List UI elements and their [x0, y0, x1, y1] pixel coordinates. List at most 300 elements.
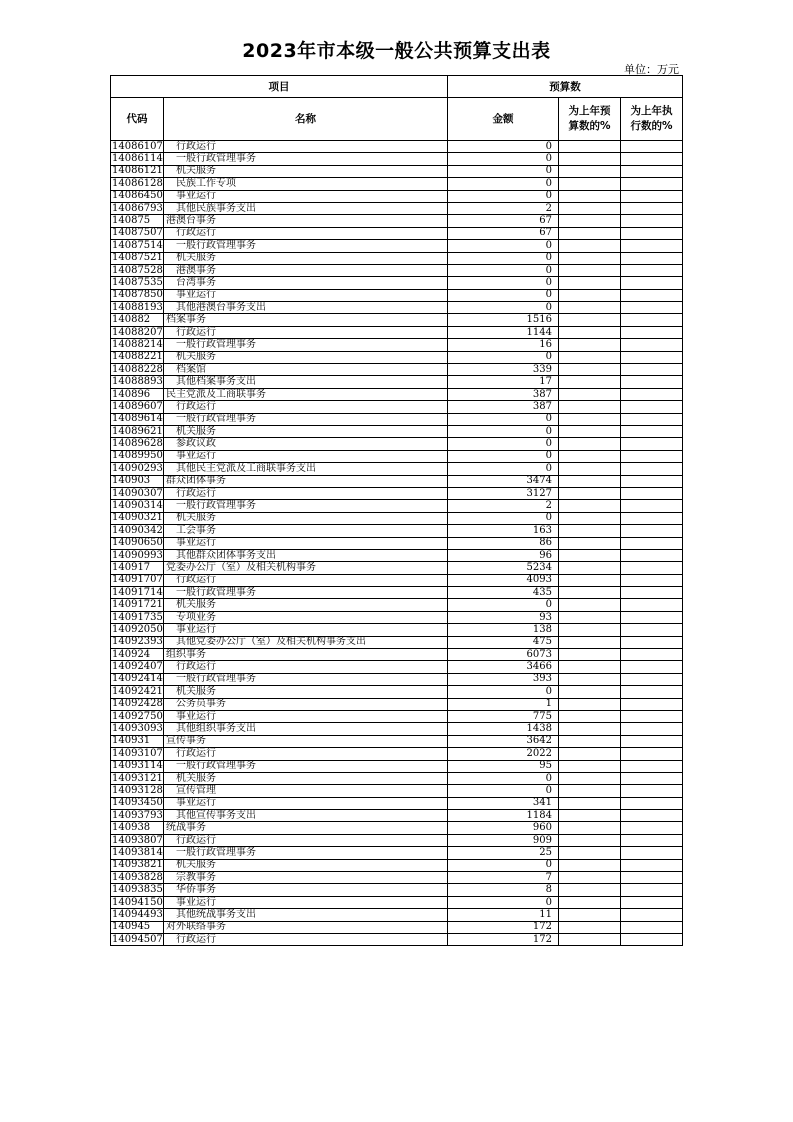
cell-amount: 1 — [448, 698, 559, 710]
cell-amount: 0 — [448, 190, 559, 202]
cell-pct-prev-budget — [559, 549, 621, 561]
cell-code: 140875 — [111, 215, 164, 227]
table-row — [111, 227, 683, 239]
cell-pct-prev-exec — [621, 909, 683, 921]
table-row — [111, 760, 683, 772]
table-row — [111, 921, 683, 933]
cell-pct-prev-exec — [621, 190, 683, 202]
cell-amount: 3127 — [448, 487, 559, 499]
cell-pct-prev-budget — [559, 141, 621, 153]
table-row — [111, 611, 683, 623]
cell-amount: 86 — [448, 537, 559, 549]
cell-code: 14090650 — [112, 537, 163, 549]
cell-pct-prev-budget — [559, 512, 621, 524]
cell-amount: 7 — [448, 872, 559, 884]
cell-pct-prev-exec — [621, 686, 683, 698]
cell-name: 档案馆 — [164, 364, 448, 376]
cell-pct-prev-budget — [559, 525, 621, 537]
cell-pct-prev-budget — [559, 450, 621, 462]
cell-amount: 138 — [448, 624, 559, 636]
cell-name: 事业运行 — [164, 797, 448, 809]
cell-pct-prev-exec — [621, 326, 683, 338]
cell-pct-prev-budget — [559, 227, 621, 239]
cell-amount: 2 — [448, 500, 559, 512]
cell-pct-prev-budget — [559, 202, 621, 214]
cell-pct-prev-budget — [559, 735, 621, 747]
table-row — [111, 624, 683, 636]
cell-name: 对外联络事务 — [164, 921, 448, 933]
cell-code: 14090307 — [112, 487, 163, 499]
table-row — [111, 463, 683, 475]
cell-name: 行政运行 — [164, 574, 448, 586]
cell-pct-prev-budget — [559, 289, 621, 301]
cell-code: 14094150 — [112, 896, 163, 908]
cell-amount: 1438 — [448, 723, 559, 735]
cell-pct-prev-exec — [621, 934, 683, 946]
table-row — [111, 686, 683, 698]
cell-name: 党委办公厅（室）及相关机构事务 — [164, 562, 448, 574]
cell-pct-prev-exec — [621, 525, 683, 537]
cell-amount: 341 — [448, 797, 559, 809]
cell-amount: 0 — [448, 413, 559, 425]
cell-code: 14087535 — [112, 276, 163, 288]
cell-code: 14087514 — [112, 239, 163, 251]
table-row — [111, 723, 683, 735]
table-row — [111, 847, 683, 859]
table-row — [111, 240, 683, 252]
cell-pct-prev-budget — [559, 413, 621, 425]
cell-name: 台湾事务 — [164, 277, 448, 289]
cell-pct-prev-budget — [559, 822, 621, 834]
header-code: 代码 — [111, 98, 164, 141]
table-row — [111, 525, 683, 537]
cell-pct-prev-budget — [559, 748, 621, 760]
table-row — [111, 872, 683, 884]
cell-code: 14094507 — [112, 933, 163, 945]
cell-code: 14086793 — [112, 202, 163, 214]
cell-amount: 475 — [448, 636, 559, 648]
cell-amount: 0 — [448, 153, 559, 165]
cell-pct-prev-budget — [559, 624, 621, 636]
cell-code: 14089607 — [112, 400, 163, 412]
table-row — [111, 487, 683, 499]
table-row — [111, 339, 683, 351]
cell-pct-prev-exec — [621, 636, 683, 648]
cell-code: 14087521 — [112, 252, 163, 264]
cell-pct-prev-exec — [621, 710, 683, 722]
cell-amount: 1184 — [448, 810, 559, 822]
cell-pct-prev-exec — [621, 723, 683, 735]
header-pct-prev-exec — [621, 98, 683, 141]
cell-code: 14090342 — [112, 524, 163, 536]
table-row — [111, 772, 683, 784]
cell-code: 14087507 — [112, 227, 163, 239]
cell-pct-prev-budget — [559, 847, 621, 859]
cell-amount: 960 — [448, 822, 559, 834]
cell-code: 14094493 — [112, 908, 163, 920]
cell-name: 宗教事务 — [164, 872, 448, 884]
cell-pct-prev-exec — [621, 587, 683, 599]
header-pct-prev-exec-label: 为上年执行数的% — [630, 105, 673, 132]
table-row — [111, 859, 683, 871]
cell-code: 14093128 — [112, 785, 163, 796]
table-row — [111, 153, 683, 165]
cell-pct-prev-exec — [621, 673, 683, 685]
cell-amount: 8 — [448, 884, 559, 896]
cell-amount: 67 — [448, 215, 559, 227]
cell-pct-prev-budget — [559, 178, 621, 190]
cell-pct-prev-exec — [621, 364, 683, 376]
cell-pct-prev-budget — [559, 698, 621, 710]
cell-name: 群众团体事务 — [164, 475, 448, 487]
cell-name: 宣传事务 — [164, 735, 448, 747]
cell-code: 14092050 — [112, 623, 163, 635]
cell-code: 14092414 — [112, 673, 163, 685]
cell-pct-prev-exec — [621, 562, 683, 574]
cell-pct-prev-exec — [621, 500, 683, 512]
table-row — [111, 277, 683, 289]
cell-code: 14093121 — [112, 772, 163, 784]
table-row — [111, 252, 683, 264]
cell-pct-prev-exec — [621, 240, 683, 252]
cell-pct-prev-exec — [621, 215, 683, 227]
cell-name: 一般行政管理事务 — [164, 847, 448, 859]
cell-code: 14089628 — [112, 438, 163, 450]
cell-code: 14093835 — [112, 884, 163, 896]
cell-name: 行政运行 — [164, 141, 448, 153]
cell-pct-prev-budget — [559, 463, 621, 475]
cell-code: 14092750 — [112, 710, 163, 722]
header-pct-prev-budget — [559, 98, 621, 141]
table-row — [111, 141, 683, 153]
cell-pct-prev-exec — [621, 834, 683, 846]
table-row — [111, 562, 683, 574]
budget-table — [110, 75, 683, 946]
cell-code: 14091707 — [112, 574, 163, 586]
cell-pct-prev-exec — [621, 810, 683, 822]
cell-pct-prev-budget — [559, 673, 621, 685]
cell-pct-prev-budget — [559, 500, 621, 512]
cell-pct-prev-budget — [559, 760, 621, 772]
cell-pct-prev-exec — [621, 512, 683, 524]
table-row — [111, 710, 683, 722]
table-row — [111, 165, 683, 177]
cell-pct-prev-budget — [559, 190, 621, 202]
cell-name: 其他港澳台事务支出 — [164, 302, 448, 314]
cell-name: 一般行政管理事务 — [164, 153, 448, 165]
cell-name: 事业运行 — [164, 710, 448, 722]
table-row — [111, 748, 683, 760]
cell-name: 事业运行 — [164, 450, 448, 462]
cell-pct-prev-exec — [621, 822, 683, 834]
cell-code: 14086114 — [112, 153, 163, 165]
cell-name: 机关服务 — [164, 686, 448, 698]
cell-amount: 3466 — [448, 661, 559, 673]
cell-code: 14091735 — [112, 611, 163, 623]
header-pct-prev-budget-label: 为上年预算数的% — [568, 105, 611, 132]
cell-name: 工会事务 — [164, 525, 448, 537]
cell-amount: 163 — [448, 525, 559, 537]
cell-pct-prev-exec — [621, 896, 683, 908]
cell-pct-prev-budget — [559, 921, 621, 933]
table-row — [111, 215, 683, 227]
table-row — [111, 314, 683, 326]
cell-pct-prev-budget — [559, 425, 621, 437]
cell-pct-prev-budget — [559, 649, 621, 661]
cell-pct-prev-exec — [621, 649, 683, 661]
table-row — [111, 661, 683, 673]
cell-code: 14093450 — [112, 797, 163, 809]
table-row — [111, 438, 683, 450]
cell-name: 公务员事务 — [164, 698, 448, 710]
cell-pct-prev-budget — [559, 252, 621, 264]
cell-name: 港澳台事务 — [164, 215, 448, 227]
header-budget: 预算数 — [448, 76, 683, 98]
cell-pct-prev-budget — [559, 587, 621, 599]
cell-pct-prev-exec — [621, 413, 683, 425]
cell-amount: 0 — [448, 450, 559, 462]
cell-code: 14087528 — [112, 264, 163, 276]
cell-pct-prev-exec — [621, 302, 683, 314]
cell-code: 14090993 — [112, 549, 163, 561]
cell-code: 14086121 — [112, 165, 163, 177]
cell-code: 14091714 — [112, 586, 163, 598]
cell-pct-prev-budget — [559, 264, 621, 276]
cell-amount: 0 — [448, 277, 559, 289]
cell-name: 机关服务 — [164, 165, 448, 177]
cell-pct-prev-exec — [621, 388, 683, 400]
cell-code: 14093793 — [112, 809, 163, 821]
cell-amount: 0 — [448, 785, 559, 797]
cell-amount: 172 — [448, 921, 559, 933]
cell-pct-prev-budget — [559, 884, 621, 896]
table-row — [111, 834, 683, 846]
cell-code: 140882 — [111, 314, 164, 326]
cell-amount: 4093 — [448, 574, 559, 586]
cell-amount: 909 — [448, 834, 559, 846]
table-row — [111, 289, 683, 301]
cell-pct-prev-budget — [559, 636, 621, 648]
cell-code: 14092407 — [112, 661, 163, 673]
cell-amount: 339 — [448, 364, 559, 376]
cell-code: 14091721 — [112, 599, 163, 611]
cell-pct-prev-exec — [621, 611, 683, 623]
cell-pct-prev-budget — [559, 153, 621, 165]
cell-name: 华侨事务 — [164, 884, 448, 896]
header-name: 名称 — [164, 98, 448, 141]
cell-pct-prev-exec — [621, 574, 683, 586]
cell-pct-prev-budget — [559, 599, 621, 611]
cell-amount: 0 — [448, 264, 559, 276]
table-row — [111, 475, 683, 487]
cell-name: 一般行政管理事务 — [164, 413, 448, 425]
cell-pct-prev-budget — [559, 302, 621, 314]
table-row — [111, 599, 683, 611]
cell-code: 14090321 — [112, 512, 163, 524]
table-row — [111, 884, 683, 896]
table-row — [111, 512, 683, 524]
header-amount: 金额 — [448, 98, 559, 141]
cell-name: 一般行政管理事务 — [164, 587, 448, 599]
cell-pct-prev-budget — [559, 574, 621, 586]
cell-amount: 0 — [448, 438, 559, 450]
cell-code: 14088893 — [112, 376, 163, 388]
cell-name: 其他民族事务支出 — [164, 202, 448, 214]
cell-name: 事业运行 — [164, 537, 448, 549]
cell-amount: 25 — [448, 847, 559, 859]
cell-name: 机关服务 — [164, 599, 448, 611]
cell-pct-prev-budget — [559, 710, 621, 722]
cell-name: 其他档案事务支出 — [164, 376, 448, 388]
cell-pct-prev-budget — [559, 872, 621, 884]
cell-name: 事业运行 — [164, 624, 448, 636]
cell-pct-prev-budget — [559, 785, 621, 797]
cell-name: 民族工作专项 — [164, 178, 448, 190]
cell-pct-prev-exec — [621, 264, 683, 276]
cell-amount: 17 — [448, 376, 559, 388]
cell-pct-prev-budget — [559, 364, 621, 376]
cell-amount: 11 — [448, 909, 559, 921]
cell-code: 14093114 — [112, 760, 163, 772]
cell-amount: 0 — [448, 859, 559, 871]
cell-amount: 0 — [448, 463, 559, 475]
cell-pct-prev-exec — [621, 178, 683, 190]
cell-pct-prev-exec — [621, 698, 683, 710]
cell-pct-prev-exec — [621, 277, 683, 289]
cell-code: 14089614 — [112, 413, 163, 425]
cell-amount: 0 — [448, 240, 559, 252]
cell-code: 140896 — [111, 388, 164, 400]
cell-pct-prev-budget — [559, 834, 621, 846]
cell-amount: 0 — [448, 165, 559, 177]
cell-name: 机关服务 — [164, 512, 448, 524]
cell-name: 机关服务 — [164, 859, 448, 871]
cell-pct-prev-exec — [621, 537, 683, 549]
cell-pct-prev-budget — [559, 909, 621, 921]
cell-pct-prev-exec — [621, 202, 683, 214]
cell-code: 140903 — [111, 475, 164, 487]
cell-pct-prev-exec — [621, 314, 683, 326]
cell-pct-prev-budget — [559, 797, 621, 809]
cell-pct-prev-exec — [621, 425, 683, 437]
cell-name: 一般行政管理事务 — [164, 760, 448, 772]
cell-pct-prev-budget — [559, 277, 621, 289]
cell-code: 14092428 — [112, 698, 163, 710]
cell-name: 事业运行 — [164, 289, 448, 301]
cell-pct-prev-budget — [559, 810, 621, 822]
cell-name: 行政运行 — [164, 326, 448, 338]
cell-name: 参政议政 — [164, 438, 448, 450]
cell-code: 14088221 — [112, 351, 163, 363]
cell-name: 其他统战事务支出 — [164, 909, 448, 921]
cell-name: 机关服务 — [164, 252, 448, 264]
cell-code: 14089950 — [112, 450, 163, 462]
cell-pct-prev-exec — [621, 661, 683, 673]
table-row — [111, 500, 683, 512]
cell-amount: 435 — [448, 587, 559, 599]
table-row — [111, 450, 683, 462]
cell-pct-prev-budget — [559, 562, 621, 574]
cell-pct-prev-budget — [559, 314, 621, 326]
cell-name: 行政运行 — [164, 748, 448, 760]
cell-amount: 0 — [448, 289, 559, 301]
cell-amount: 0 — [448, 351, 559, 363]
table-row — [111, 587, 683, 599]
cell-amount: 1144 — [448, 326, 559, 338]
cell-pct-prev-budget — [559, 686, 621, 698]
table-row — [111, 549, 683, 561]
cell-amount: 0 — [448, 178, 559, 190]
cell-name: 民主党派及工商联事务 — [164, 388, 448, 400]
cell-pct-prev-budget — [559, 487, 621, 499]
cell-pct-prev-exec — [621, 401, 683, 413]
cell-name: 事业运行 — [164, 896, 448, 908]
cell-amount: 0 — [448, 252, 559, 264]
table-row — [111, 302, 683, 314]
table-row — [111, 797, 683, 809]
cell-pct-prev-exec — [621, 252, 683, 264]
cell-pct-prev-budget — [559, 661, 621, 673]
cell-name: 行政运行 — [164, 227, 448, 239]
table-row — [111, 785, 683, 797]
table-row — [111, 326, 683, 338]
cell-code: 14086107 — [112, 140, 163, 152]
page-title: 2023年市本级一般公共预算支出表 — [242, 40, 551, 62]
cell-pct-prev-exec — [621, 921, 683, 933]
cell-pct-prev-exec — [621, 760, 683, 772]
cell-pct-prev-budget — [559, 859, 621, 871]
table-row — [111, 413, 683, 425]
cell-code: 140924 — [111, 649, 164, 661]
table-row — [111, 909, 683, 921]
cell-pct-prev-exec — [621, 599, 683, 611]
table-row — [111, 649, 683, 661]
table-row — [111, 351, 683, 363]
table-row — [111, 264, 683, 276]
cell-pct-prev-budget — [559, 723, 621, 735]
cell-name: 行政运行 — [164, 834, 448, 846]
cell-pct-prev-budget — [559, 934, 621, 946]
cell-name: 其他组织事务支出 — [164, 723, 448, 735]
cell-pct-prev-budget — [559, 438, 621, 450]
cell-name: 行政运行 — [164, 487, 448, 499]
table-row — [111, 698, 683, 710]
cell-pct-prev-exec — [621, 141, 683, 153]
cell-amount: 0 — [448, 772, 559, 784]
cell-code: 140945 — [111, 921, 164, 933]
cell-name: 其他民主党派及工商联事务支出 — [164, 463, 448, 475]
table-row — [111, 190, 683, 202]
cell-name: 统战事务 — [164, 822, 448, 834]
cell-pct-prev-exec — [621, 772, 683, 784]
table-row — [111, 364, 683, 376]
cell-amount: 67 — [448, 227, 559, 239]
cell-name: 一般行政管理事务 — [164, 673, 448, 685]
table-row — [111, 376, 683, 388]
cell-amount: 96 — [448, 549, 559, 561]
cell-amount: 6073 — [448, 649, 559, 661]
cell-name: 一般行政管理事务 — [164, 500, 448, 512]
cell-name: 机关服务 — [164, 351, 448, 363]
cell-name: 事业运行 — [164, 190, 448, 202]
table-row — [111, 401, 683, 413]
cell-pct-prev-budget — [559, 896, 621, 908]
cell-code: 14088193 — [112, 301, 163, 313]
cell-amount: 1516 — [448, 314, 559, 326]
cell-pct-prev-budget — [559, 215, 621, 227]
cell-code: 140938 — [111, 822, 164, 834]
cell-amount: 0 — [448, 141, 559, 153]
